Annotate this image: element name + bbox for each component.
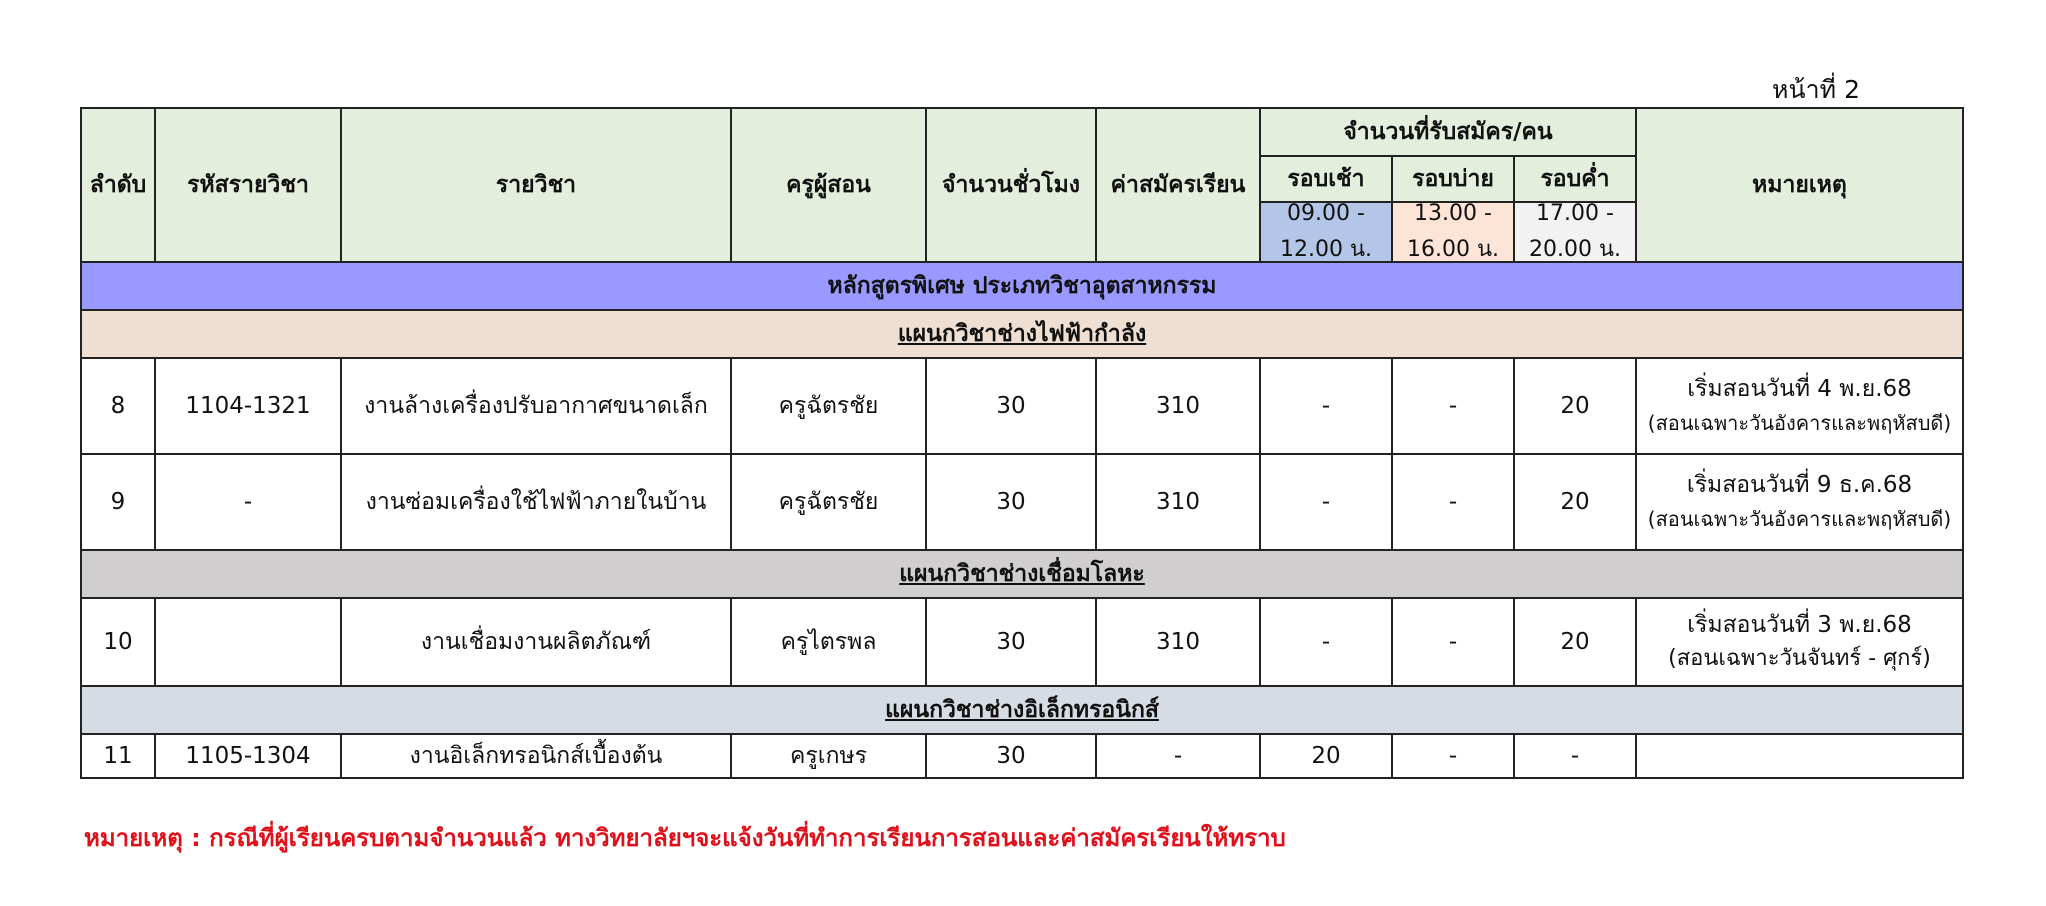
- cell-fee: 310: [1096, 454, 1260, 550]
- table-row: [81, 598, 1963, 686]
- table-header: [81, 108, 1963, 262]
- page-number: หน้าที่ 2: [1772, 75, 1860, 104]
- cell-subject: งานเชื่อมงานผลิตภัณฑ์: [341, 598, 731, 686]
- cell-teacher: ครูฉัตรชัย: [731, 454, 926, 550]
- header-time-evening: [1514, 202, 1636, 262]
- cell-note: [1636, 734, 1963, 778]
- cell-fee: -: [1096, 734, 1260, 778]
- note-start-date: เริ่มสอนวันที่ 4 พ.ย.68: [1687, 376, 1912, 402]
- cell-subject: งานล้างเครื่องปรับอากาศขนาดเล็ก: [341, 358, 731, 454]
- cell-afternoon: -: [1392, 734, 1514, 778]
- header-shift-afternoon: รอบบ่าย: [1392, 156, 1514, 202]
- header-fee: ค่าสมัครเรียน: [1096, 108, 1260, 262]
- header-teacher: ครูผู้สอน: [731, 108, 926, 262]
- table-row: [81, 734, 1963, 778]
- cell-code: 1104-1321: [155, 358, 341, 454]
- cell-fee: 310: [1096, 358, 1260, 454]
- header-remark: หมายเหตุ: [1636, 108, 1963, 262]
- department-row-electronics: [81, 686, 1963, 734]
- cell-evening: 20: [1514, 598, 1636, 686]
- cell-teacher: ครูเกษร: [731, 734, 926, 778]
- time-end: 20.00 น.: [1528, 237, 1621, 262]
- department-name: แผนกวิชาช่างเชื่อมโลหะ: [81, 550, 1963, 598]
- header-time-morning: [1260, 202, 1392, 262]
- cell-order: 9: [81, 454, 155, 550]
- cell-morning: -: [1260, 358, 1392, 454]
- note-schedule: (สอนเฉพาะวันอังคารและพฤหัสบดี): [1647, 411, 1952, 435]
- cell-hours: 30: [926, 358, 1096, 454]
- time-end: 12.00 น.: [1279, 237, 1372, 262]
- cell-fee: 310: [1096, 598, 1260, 686]
- course-schedule-table: [80, 107, 1964, 779]
- header-shift-evening: รอบค่ำ: [1514, 156, 1636, 202]
- cell-hours: 30: [926, 598, 1096, 686]
- header-order: ลำดับ: [81, 108, 155, 262]
- cell-order: 10: [81, 598, 155, 686]
- department-name: แผนกวิชาช่างไฟฟ้ากำลัง: [81, 310, 1963, 358]
- cell-subject: งานซ่อมเครื่องใช้ไฟฟ้าภายในบ้าน: [341, 454, 731, 550]
- header-time-afternoon: [1392, 202, 1514, 262]
- cell-morning: 20: [1260, 734, 1392, 778]
- cell-afternoon: -: [1392, 454, 1514, 550]
- cell-code: 1105-1304: [155, 734, 341, 778]
- time-start: 13.00 -: [1414, 202, 1492, 226]
- cell-evening: 20: [1514, 454, 1636, 550]
- cell-order: 11: [81, 734, 155, 778]
- program-banner: [81, 262, 1963, 310]
- header-hours: จำนวนชั่วโมง: [926, 108, 1096, 262]
- cell-hours: 30: [926, 454, 1096, 550]
- cell-morning: -: [1260, 598, 1392, 686]
- cell-code: [155, 598, 341, 686]
- department-row-welding: [81, 550, 1963, 598]
- department-row-electric-power: [81, 310, 1963, 358]
- cell-hours: 30: [926, 734, 1096, 778]
- cell-evening: 20: [1514, 358, 1636, 454]
- cell-note: [1636, 358, 1963, 454]
- header-subject: รายวิชา: [341, 108, 731, 262]
- note-schedule: (สอนเฉพาะวันจันทร์ - ศุกร์): [1668, 646, 1931, 671]
- cell-teacher: ครูฉัตรชัย: [731, 358, 926, 454]
- table-row: [81, 454, 1963, 550]
- cell-subject: งานอิเล็กทรอนิกส์เบื้องต้น: [341, 734, 731, 778]
- cell-teacher: ครูไตรพล: [731, 598, 926, 686]
- time-start: 17.00 -: [1536, 202, 1614, 226]
- time-end: 16.00 น.: [1406, 237, 1499, 262]
- header-capacity-group: จำนวนที่รับสมัคร/คน: [1260, 108, 1636, 156]
- cell-code: -: [155, 454, 341, 550]
- header-shift-morning: รอบเช้า: [1260, 156, 1392, 202]
- cell-afternoon: -: [1392, 358, 1514, 454]
- footnote: หมายเหตุ : กรณีที่ผู้เรียนครบตามจำนวนแล้ว ทางวิทยาลัยฯจะแจ้งวันที่ทำการเรียนการสอนและค่าสมัครเรียนให้ทราบ: [84, 824, 1286, 852]
- department-name: แผนกวิชาช่างอิเล็กทรอนิกส์: [81, 686, 1963, 734]
- cell-note: [1636, 598, 1963, 686]
- table-row: [81, 358, 1963, 454]
- cell-order: 8: [81, 358, 155, 454]
- note-schedule: (สอนเฉพาะวันอังคารและพฤหัสบดี): [1647, 507, 1952, 531]
- note-start-date: เริ่มสอนวันที่ 9 ธ.ค.68: [1686, 472, 1913, 498]
- cell-afternoon: -: [1392, 598, 1514, 686]
- cell-morning: -: [1260, 454, 1392, 550]
- header-course-code: รหัสรายวิชา: [155, 108, 341, 262]
- note-start-date: เริ่มสอนวันที่ 3 พ.ย.68: [1687, 612, 1912, 638]
- cell-evening: -: [1514, 734, 1636, 778]
- cell-note: [1636, 454, 1963, 550]
- program-banner-text: หลักสูตรพิเศษ ประเภทวิชาอุตสาหกรรม: [81, 262, 1963, 310]
- time-start: 09.00 -: [1287, 202, 1365, 226]
